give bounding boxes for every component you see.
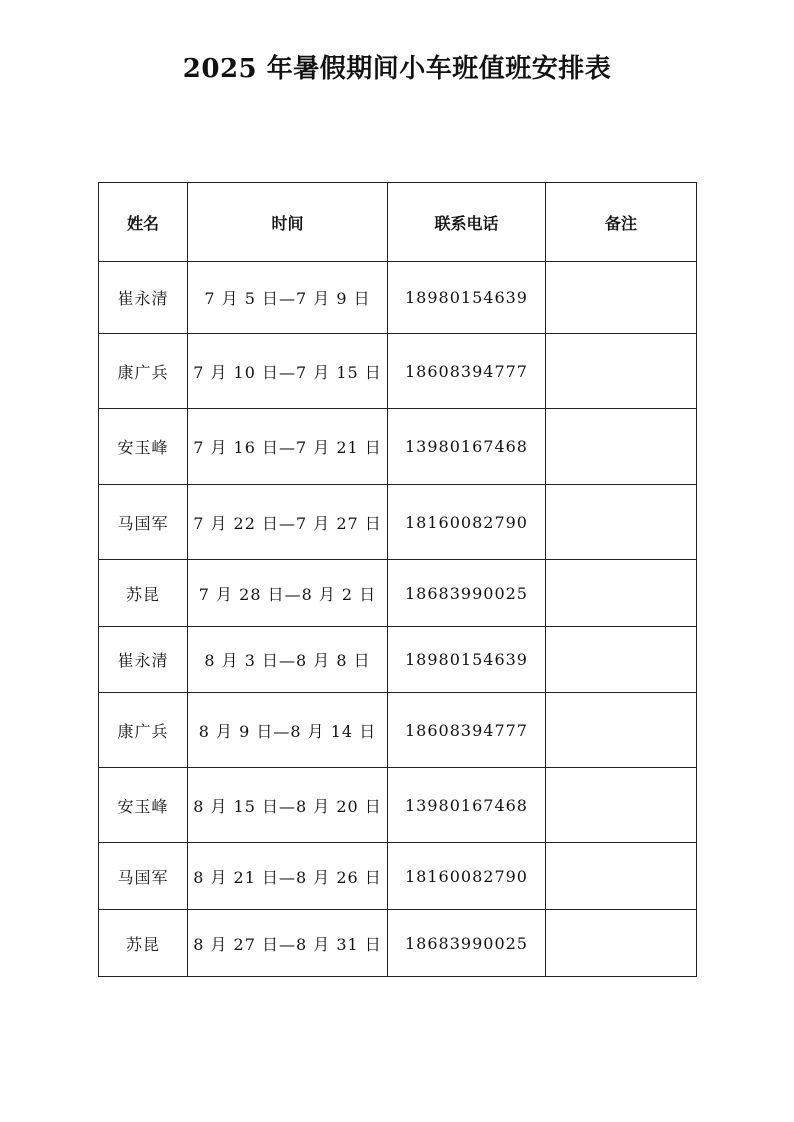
table-row [99,693,697,768]
cell-time: 8 月 21 日—8 月 26 日 [188,843,388,910]
cell-name: 苏昆 [99,560,188,627]
cell-time: 7 月 5 日—7 月 9 日 [188,262,388,334]
cell-time: 8 月 27 日—8 月 31 日 [188,910,388,977]
table-row [99,910,697,977]
cell-time: 7 月 10 日—7 月 15 日 [188,334,388,409]
duty-schedule-table [98,182,697,977]
cell-note [546,485,697,560]
cell-note [546,262,697,334]
cell-note [546,768,697,843]
cell-name: 崔永清 [99,627,188,693]
table-row [99,843,697,910]
cell-phone: 13980167468 [388,409,546,485]
cell-name: 马国军 [99,485,188,560]
cell-note [546,409,697,485]
header-note: 备注 [546,183,697,262]
cell-note [546,693,697,768]
cell-note [546,334,697,409]
cell-phone: 18980154639 [388,627,546,693]
header-phone: 联系电话 [388,183,546,262]
cell-phone: 18683990025 [388,910,546,977]
table-row [99,262,697,334]
cell-name: 康广兵 [99,334,188,409]
cell-time: 7 月 22 日—7 月 27 日 [188,485,388,560]
cell-name: 安玉峰 [99,768,188,843]
cell-time: 8 月 3 日—8 月 8 日 [188,627,388,693]
cell-phone: 13980167468 [388,768,546,843]
table-row [99,485,697,560]
cell-name: 安玉峰 [99,409,188,485]
cell-phone: 18980154639 [388,262,546,334]
cell-note [546,627,697,693]
table-header-row [99,183,697,262]
cell-name: 马国军 [99,843,188,910]
cell-name: 崔永清 [99,262,188,334]
cell-time: 7 月 16 日—7 月 21 日 [188,409,388,485]
cell-note [546,560,697,627]
cell-note [546,843,697,910]
cell-time: 8 月 9 日—8 月 14 日 [188,693,388,768]
table-row [99,627,697,693]
cell-phone: 18160082790 [388,485,546,560]
cell-name: 苏昆 [99,910,188,977]
cell-phone: 18160082790 [388,843,546,910]
cell-name: 康广兵 [99,693,188,768]
cell-phone: 18608394777 [388,334,546,409]
cell-note [546,910,697,977]
cell-phone: 18608394777 [388,693,546,768]
cell-phone: 18683990025 [388,560,546,627]
table-row [99,334,697,409]
cell-time: 8 月 15 日—8 月 20 日 [188,768,388,843]
table-row [99,409,697,485]
table-row [99,560,697,627]
page-title: 2025 年暑假期间小车班值班安排表 [182,54,612,84]
table-row [99,768,697,843]
header-time: 时间 [188,183,388,262]
cell-time: 7 月 28 日—8 月 2 日 [188,560,388,627]
header-name: 姓名 [99,183,188,262]
